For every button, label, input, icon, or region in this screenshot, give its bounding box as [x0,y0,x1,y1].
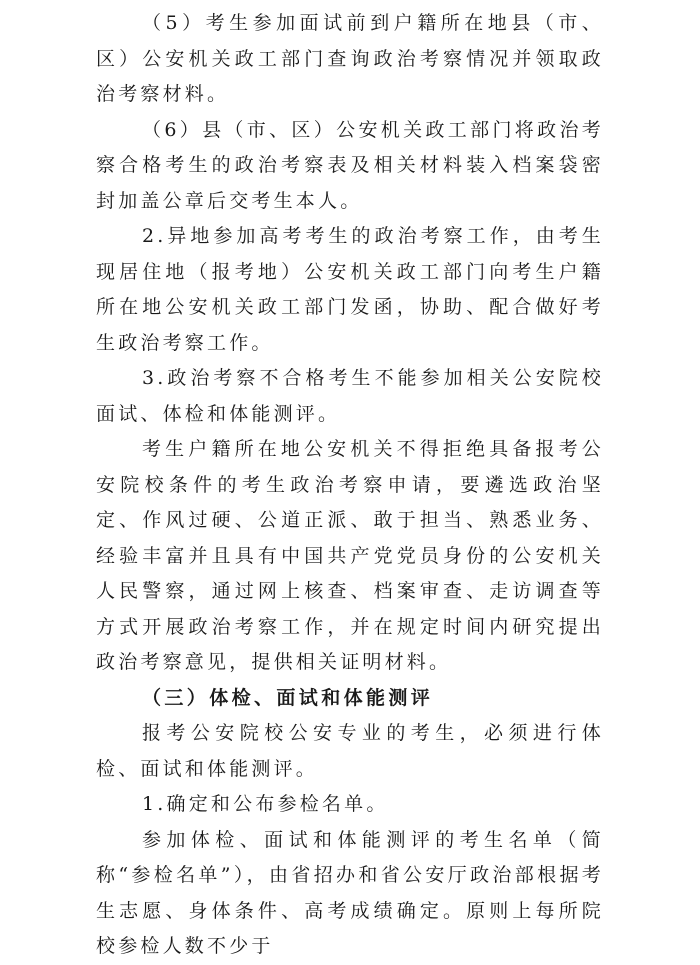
section-heading-physical-exam: （三）体检、面试和体能测评 [142,686,434,709]
paragraph-1-list: 1.确定和公布参检名单。 [142,793,389,815]
paragraph-police-duty: 考生户籍所在地公安机关不得拒绝具备报考公安院校条件的考生政治考察申请，要遴选政治坚定、作风过硬、公道正派、敢于担当、熟悉业务、经验丰富并且具有中国共产党党员身份的公安机关人民警察，通过网上核查、档案审查、走访调查等方式开展政治考察工作，并在规定时间内研究提出政治考察意见，提供相关证明材料。 [96,438,604,673]
paragraph-5-inquiry: （5）考生参加面试前到户籍所在地县（市、区）公安机关政工部门查询政治考察情况并领取政治考察材料。 [96,12,604,105]
paragraph-exam-requirement: 报考公安院校公安专业的考生，必须进行体检、面试和体能测评。 [96,722,604,780]
paragraph-list-details: 参加体检、面试和体能测评的考生名单（简称“参检名单”），由省招办和省公安厅政治部根据考生志愿、身体条件、高考成绩确定。原则上每所院校参检人数不少于 [96,828,604,957]
paragraph-3-unqualified: 3.政治考察不合格考生不能参加相关公安院校面试、体检和体能测评。 [96,367,604,425]
paragraph-6-archive: （6）县（市、区）公安机关政工部门将政治考察合格考生的政治考察表及相关材料装入档案袋密封加盖公章后交考生本人。 [96,118,604,212]
paragraph-2-remote-exam: 2.异地参加高考考生的政治考察工作，由考生现居住地（报考地）公安机关政工部门向考生户籍所在地公安机关政工部门发函，协助、配合做好考生政治考察工作。 [96,225,604,354]
